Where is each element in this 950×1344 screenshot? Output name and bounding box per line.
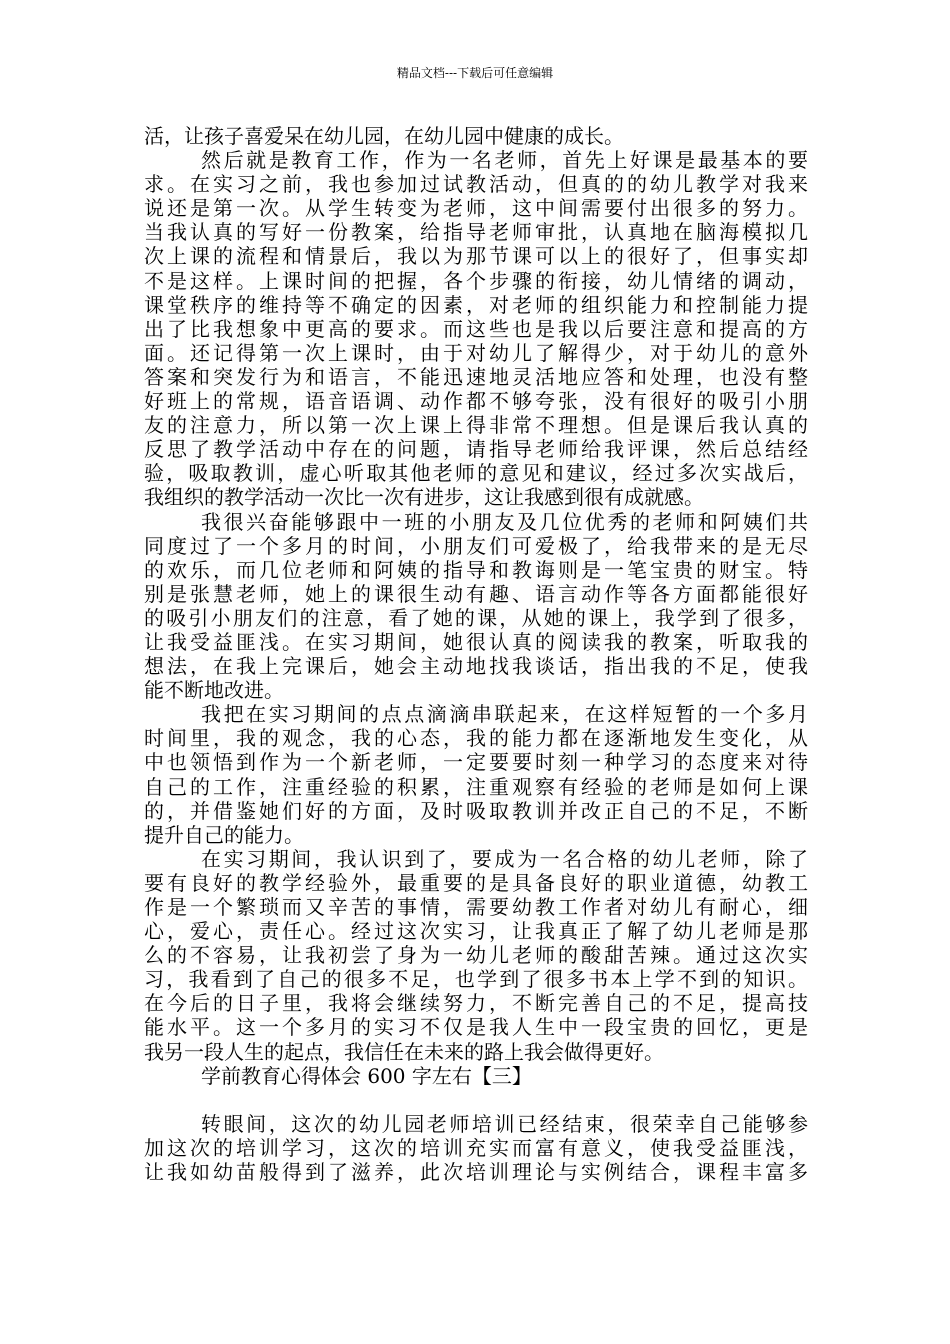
text-line: 中也领悟到作为一个新老师，一定要要时刻一种学习的态度来对待 (144, 750, 808, 775)
text-line: 次上课的流程和情景后，我以为那节课可以上的很好了，但事实却 (144, 244, 808, 269)
text-line: 让我受益匪浅。在实习期间，她很认真的阅读我的教案，听取我的 (144, 629, 808, 654)
text-line: 让我如幼苗般得到了滋养，此次培训理论与实例结合，课程丰富多 (144, 1160, 808, 1185)
paragraph (144, 148, 808, 509)
text-line: 不是这样。上课时间的把握，各个步骤的衔接，幼儿情绪的调动， (144, 268, 808, 293)
text-line: 当我认真的写好一份教案，给指导老师审批，认真地在脑海模拟几 (144, 220, 808, 245)
text-line: 加这次的培训学习，这次的培训充实而富有意义，使我受益匪浅， (144, 1135, 808, 1160)
text-line: 出了比我想象中更高的要求。而这些也是我以后要注意和提高的方 (144, 316, 808, 341)
text-line: 时间里，我的观念，我的心态，我的能力都在逐渐地发生变化，从 (144, 726, 808, 751)
text-line: 能水平。这一个多月的实习不仅是我人生中一段宝贵的回忆，更是 (144, 1015, 808, 1040)
text-line: 我很兴奋能够跟中一班的小朋友及几位优秀的老师和阿姨们共 (201, 509, 808, 534)
text-line: 的，并借鉴她们好的方面，及时吸取教训并改正自己的不足，不断 (144, 798, 808, 823)
text-line: 活，让孩子喜爱呆在幼儿园，在幼儿园中健康的成长。 (144, 124, 624, 148)
text-line: 想法，在我上完课后，她会主动地找我谈话，指出我的不足，使我 (144, 654, 808, 679)
text-line: 我把在实习期间的点点滴滴串联起来，在这样短暂的一个多月 (201, 702, 808, 727)
document-body (144, 124, 808, 1184)
text-line: 转眼间，这次的幼儿园老师培训已经结束，很荣幸自己能够参 (201, 1111, 808, 1136)
text-line: 好班上的常规，语音语调、动作都不够夸张，没有很好的吸引小朋 (144, 389, 808, 414)
text-line: 在今后的日子里，我将会继续努力，不断完善自己的不足，提高技 (144, 991, 808, 1016)
text-line: 验，吸取教训，虚心听取其他老师的意见和建议，经过多次实战后， (144, 461, 808, 486)
text-line: 我组织的教学活动一次比一次有进步，这让我感到很有成就感。 (144, 485, 704, 510)
text-line: 的欢乐，而几位老师和阿姨的指导和教诲则是一笔宝贵的财宝。特 (144, 557, 808, 582)
text-line: 别是张慧老师，她上的课很生动有趣、语言动作等各方面都能很好 (144, 581, 808, 606)
text-line: 的吸引小朋友们的注意，看了她的课，从她的课上，我学到了很多， (144, 605, 808, 630)
text-line: 然后就是教育工作，作为一名老师，首先上好课是最基本的要 (201, 148, 808, 173)
text-line: 我另一段人生的起点，我信任在未来的路上我会做得更好。 (144, 1039, 664, 1064)
text-line: 反思了教学活动中存在的问题，请指导老师给我评课，然后总结经 (144, 437, 808, 462)
paragraph (144, 702, 808, 847)
blank-line (144, 1088, 808, 1112)
paragraph (144, 847, 808, 1064)
text-line: 答案和突发行为和语言，不能迅速地灵活地应答和处理，也没有整 (144, 364, 808, 389)
section-heading: 学前教育心得体会 600 字左右【三】 (201, 1063, 532, 1088)
paragraph (144, 124, 808, 148)
text-line: 要有良好的教学经验外，最重要的是具备良好的职业道德，幼教工 (144, 870, 808, 895)
text-line: 求。在实习之前，我也参加过试教活动，但真的的幼儿教学对我来 (144, 172, 808, 197)
text-line: 在实习期间，我认识到了，要成为一名合格的幼儿老师，除了 (201, 846, 808, 871)
text-line: 面。还记得第一次上课时，由于对幼儿了解得少，对于幼儿的意外 (144, 340, 808, 365)
text-line: 心，爱心，责任心。经过这次实习，让我真正了解了幼儿老师是那 (144, 919, 808, 944)
paragraph (144, 510, 808, 703)
text-line: 习，我看到了自己的很多不足，也学到了很多书本上学不到的知识。 (144, 967, 808, 992)
text-line: 说还是第一次。从学生转变为老师，这中间需要付出很多的努力。 (144, 196, 808, 221)
text-line: 自己的工作，注重经验的积累，注重观察有经验的老师是如何上课 (144, 774, 808, 799)
page-header: 精品文档---下载后可任意编辑 (396, 66, 554, 80)
text-line: 友的注意力，所以第一次上课上得非常不理想。但是课后我认真的 (144, 413, 808, 438)
text-line: 提升自己的能力。 (144, 822, 304, 847)
text-line: 课堂秩序的维持等不确定的因素，对老师的组织能力和控制能力提 (144, 292, 808, 317)
paragraph (144, 1112, 808, 1184)
text-line: 同度过了一个多月的时间，小朋友们可爱极了，给我带来的是无尽 (144, 533, 808, 558)
text-line: 作是一个繁琐而又辛苦的事情，需要幼教工作者对幼儿有耐心，细 (144, 895, 808, 919)
text-line: 能不断地改进。 (144, 678, 284, 703)
text-line: 么的不容易，让我初尝了身为一幼儿老师的酸甜苦辣。通过这次实 (144, 943, 808, 968)
